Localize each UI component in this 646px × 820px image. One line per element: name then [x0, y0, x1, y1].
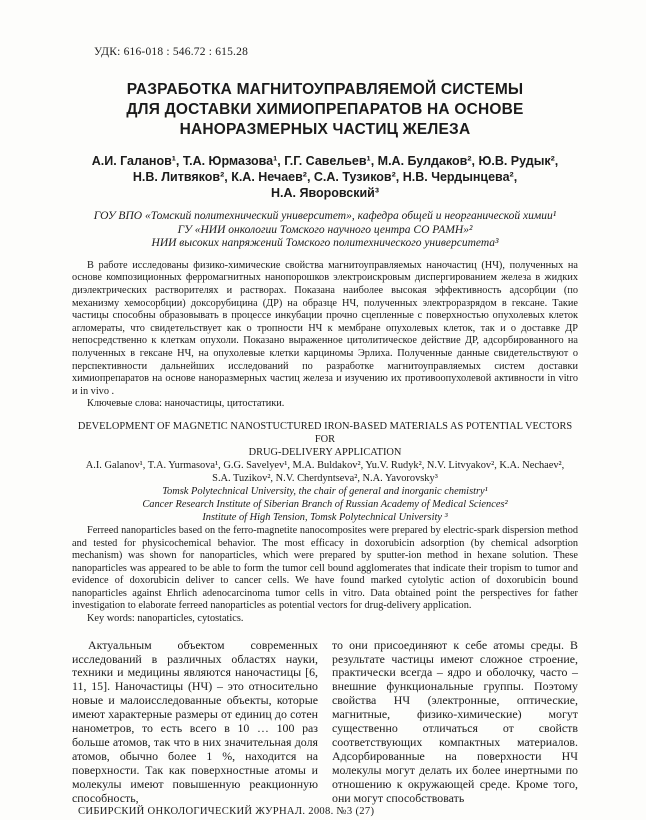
authors-ru-line: А.И. Галанов¹, Т.А. Юрмазова¹, Г.Г. Савельев¹, М.А. Булдаков², Ю.В. Рудык²,	[91, 154, 559, 168]
body-left-text: Актуальным объектом современных исследований в различных областях науки, техники и медицины являются наночастицы [6, 11, 15]. Наночастицы (НЧ) – это относительно новые и малоисследованные объекты, которые имеют характерные размеры от единиц до сотен нанометров, то есть всего в 10 … 100 раз больше атомов, так что в них значительная доля атомов, обычно более 1 %, находится на поверхности. Так как поверхностные атомы и молекулы имеют повышенную реакционную способность,	[72, 637, 318, 805]
article-title-ru-line: НАНОРАЗМЕРНЫХ ЧАСТИЦ ЖЕЛЕЗА	[179, 121, 471, 138]
abstract-ru-text: В работе исследованы физико-химические свойства магнитоуправляемых наночастиц (НЧ), полученных на основе композиционных ферромагнитных нанопорошков электроискровым диспергированием железа в жидких диэлектрических растворителях и растворах. Показана наиболее высокая эффективность адсорбции (по механизму хемосорбции) доксорубицина (ДР) на образце НЧ, полученных электроразрядом в гексане. Такие частицы способны образовывать в процессе инкубации прочно сцепленные с поверхностью опухолевых клеток агломераты, что свидетельствует как о тропности НЧ к мембране опухолевых клеток, так и о доставке ДР непосредственно к клеткам опухоли. Показано выраженное цитолитическое действие ДР, адсорбированного на полученных в гексане НЧ, на опухолевые клетки карциномы Эрлиха. Полученные данные свидетельствуют о перспективности дальнейших исследований по разработке магнитоуправляемых систем доставки химиопрепаратов на основе наноразмерных частиц железа и изучению их противоопухолевой активности in vitro и in vivo .	[72, 259, 578, 397]
affiliation-ru-line: ГОУ ВПО «Томский политехнический университет», кафедра общей и неорганической химии¹	[93, 210, 557, 222]
article-title-ru-line: ДЛЯ ДОСТАВКИ ХИМИОПРЕПАРАТОВ НА ОСНОВЕ	[126, 101, 524, 118]
affiliation-en-line: Institute of High Tension, Tomsk Polytechnical University ³	[202, 511, 448, 523]
udc-code: УДК: 616-018 : 546.72 : 615.28	[94, 46, 249, 58]
affiliation-en-line: Cancer Research Institute of Siberian Branch of Russian Academy of Medical Sciences²	[142, 498, 508, 510]
affiliation-en-line: Tomsk Polytechnical University, the chair of general and inorganic chemistry¹	[162, 485, 488, 497]
body-right-column	[332, 639, 578, 806]
abstract-ru	[72, 260, 578, 411]
article-title-ru	[72, 80, 578, 140]
keywords-ru: Ключевые слова: наночастицы, цитостатики.	[87, 398, 285, 410]
authors-ru-line: Н.В. Литвяков², К.А. Нечаев², С.А. Тузиков², Н.В. Чердынцева²,	[132, 170, 518, 184]
article-title-en-line: DEVELOPMENT OF MAGNETIC NANOSTUCTURED IRON-BASED MATERIALS AS POTENTIAL VECTORS FOR	[77, 420, 573, 445]
authors-en-line: A.I. Galanov¹, T.A. Yurmasova¹, G.G. Savelyev¹, M.A. Buldakov², Yu.V. Rudyk², N.V. Litvyakov², K.A. Nechaev²,	[85, 459, 565, 471]
body-right-text: то они присоединяют к себе атомы среды. В результате частицы имеют сложное строение, практически всегда – ядро и оболочку, часто – внешние функциональные группы. Поэтому свойства НЧ (электронные, оптические, магнитные, физико-химические) могут существенно отличаться от свойств соответствующих компактных материалов. Адсорбированные на поверхности НЧ молекулы могут делать их более инертными по отношению к окружающей среде. Кроме того, они могут способствовать	[332, 637, 578, 805]
article-title-ru-line: РАЗРАБОТКА МАГНИТОУПРАВЛЯЕМОЙ СИСТЕМЫ	[126, 81, 524, 98]
affiliations-ru	[72, 210, 578, 251]
english-heading-block	[72, 420, 578, 524]
article-body	[72, 639, 578, 806]
keywords-en: Key words: nanoparticles, cytostatics.	[87, 613, 244, 625]
authors-ru-line: Н.А. Яворовский³	[271, 186, 379, 200]
abstract-en-text: Ferreed nanoparticles based on the ferro-magnetite nanocomposites were prepared by electric-spark dispersion method and tested for physicochemical behavior. The most efficacy in doxorubicin adsorption (by chemical adsorption mechanism) was shown for nanoparticles, which were prepared by sputter-ion method in hexane solution. These nanoparticles was appeared to be able to form the tumor cell bound agglomerates that indicate their tropism to tumor and evidence of doxorubicin deliver to cancer cells. We have found marked cytolytic action of doxorubicin bound nanoparticles against Ehrlich adenocarcinoma tumor cells in vitro. Data obtained point the perspectives for father investigation to elaborate ferreed nanoparticles as potential vectors for drug-delivery application.	[72, 524, 578, 612]
body-left-column	[72, 639, 318, 806]
journal-footer: СИБИРСКИЙ ОНКОЛОГИЧЕСКИЙ ЖУРНАЛ. 2008. №3 (27)	[78, 805, 375, 817]
affiliation-ru-line: НИИ высоких напряжений Томского политехнического университета³	[151, 237, 499, 250]
article-title-en-line: DRUG-DELIVERY APPLICATION	[248, 446, 402, 458]
abstract-en	[72, 525, 578, 626]
authors-en-line: S.A. Tuzikov², N.V. Cherdyntseva², N.A. Yavorovsky³	[212, 472, 438, 484]
authors-ru	[72, 153, 578, 201]
affiliation-ru-line: ГУ «НИИ онкологии Томского научного центра СО РАМН»²	[177, 223, 473, 236]
